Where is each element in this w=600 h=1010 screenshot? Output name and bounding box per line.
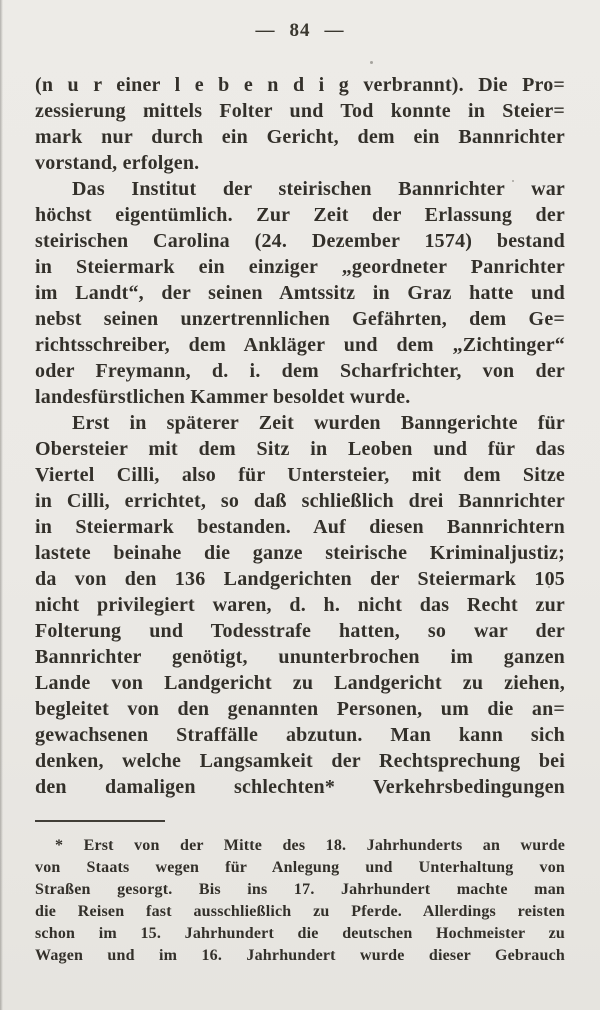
text-line: Lande von Landgericht zu Landgericht zu ziehen, [35, 672, 565, 694]
page-header [0, 20, 600, 42]
footnote-line: * Erst von der Mitte des 18. Jahrhunderts an wurde [55, 837, 565, 854]
footnote-line: Straßen gesorgt. Bis ins 17. Jahrhundert machte man [35, 881, 565, 898]
text-line: begleitet von den genannten Personen, um die an= [35, 698, 565, 720]
scan-edge-shadow [0, 0, 3, 1010]
header-left-dash: — [255, 20, 276, 41]
text-line: zessierung mittels Folter und Tod konnte in Steier= [35, 100, 565, 122]
main-text [35, 72, 565, 800]
text-line: da von den 136 Landgerichten der Steiermark 105 [35, 568, 565, 590]
text-line: vorstand, erfolgen. [35, 152, 200, 174]
footnote-line: schon im 15. Jahrhundert die deutschen Hochmeister zu [35, 925, 565, 942]
text-line: lastete beinahe die ganze steirische Kriminaljustiz; [35, 542, 565, 564]
footnote-separator [35, 820, 165, 822]
paragraph [35, 72, 565, 176]
text-line: landesfürstlichen Kammer besoldet wurde. [35, 386, 411, 408]
text-line: Bannrichter genötigt, ununterbrochen im ganzen [35, 646, 565, 668]
page-number: 84 [289, 20, 311, 41]
text-line: höchst eigentümlich. Zur Zeit der Erlassung der [35, 204, 565, 226]
footnote [35, 820, 565, 967]
footnote-line: von Staats wegen für Anlegung und Unterhaltung von [35, 859, 565, 876]
text-line: in Steiermark bestanden. Auf diesen Bannrichtern [35, 516, 565, 538]
text-line: mark nur durch ein Gericht, dem ein Bannrichter [35, 126, 565, 148]
text-line: Folterung und Todesstrafe hatten, so war der [35, 620, 565, 642]
text-line: den damaligen schlechten* Verkehrsbedingungen [35, 776, 565, 798]
text-line: Viertel Cilli, also für Untersteier, mit dem Sitze [35, 464, 565, 486]
text-line: richtsschreiber, dem Ankläger und dem „Zichtinger“ [35, 334, 565, 356]
text-line: Erst in späterer Zeit wurden Banngerichte für [72, 412, 565, 434]
text-line: Obersteier mit dem Sitz in Leoben und für das [35, 438, 565, 460]
text-line: nebst seinen unzertrennlichen Gefährten, dem Ge= [35, 308, 565, 330]
text-line: Das Institut der steirischen Bannrichter war [72, 178, 565, 200]
footnote-text [35, 835, 565, 967]
text-line: im Landt“, der seinen Amtssitz in Graz hatte und [35, 282, 565, 304]
header-right-dash: — [324, 20, 345, 41]
text-line: (n u r einer l e b e n d i g verbrannt). Die Pro= [35, 74, 565, 96]
text-line: denken, welche Langsamkeit der Rechtsprechung bei [35, 750, 565, 772]
text-line: steirischen Carolina (24. Dezember 1574) bestand [35, 230, 565, 252]
text-line: in Cilli, errichtet, so daß schließlich drei Bannrichter [35, 490, 565, 512]
scan-speck [370, 61, 373, 64]
text-line: oder Freymann, d. i. dem Scharfrichter, von der [35, 360, 565, 382]
scan-speck [116, 447, 118, 449]
footnote-line: Wagen und im 16. Jahrhundert wurde dieser Gebrauch [35, 947, 565, 964]
paragraph [35, 410, 565, 800]
paragraph [35, 176, 565, 410]
text-line: gewachsenen Straffälle abzutun. Man kann sich [35, 724, 565, 746]
scan-speck [548, 586, 550, 588]
scan-speck [512, 180, 514, 182]
text-line: nicht privilegiert waren, d. h. nicht das Recht zur [35, 594, 565, 616]
text-line: in Steiermark ein einziger „geordneter Panrichter [35, 256, 565, 278]
footnote-line: die Reisen fast ausschließlich zu Pferde. Allerdings reisten [35, 903, 565, 920]
